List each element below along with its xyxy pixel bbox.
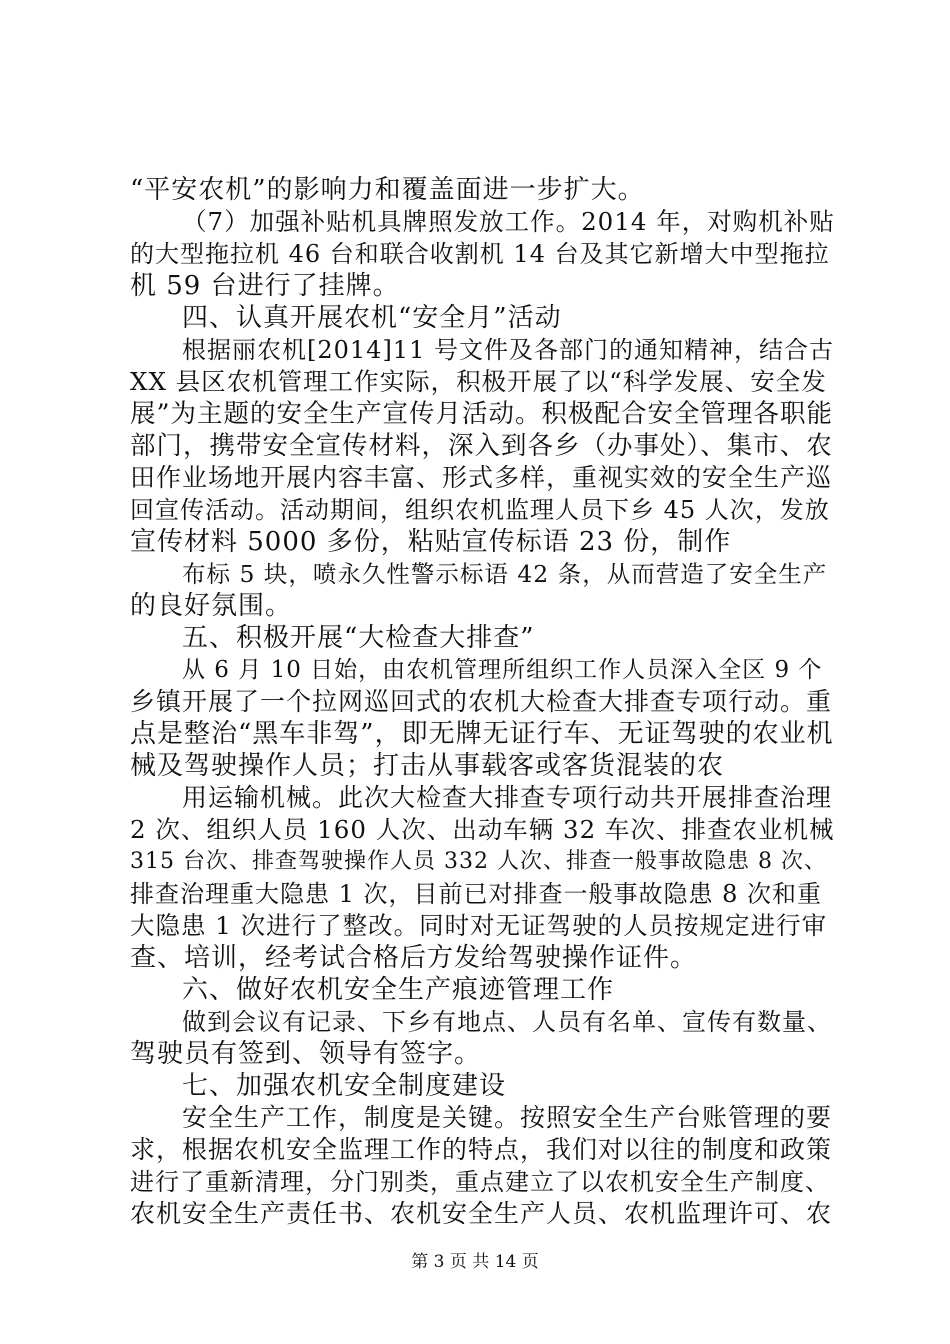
text-line: 的良好氛围。: [130, 591, 293, 621]
text-line: 的大型拖拉机 46 台和联合收割机 14 台及其它新增大中型拖拉: [130, 240, 830, 268]
text-line: 排查治理重大隐患 1 次，目前已对排查一般事故隐患 8 次和重: [130, 880, 823, 908]
text-line: 布标 5 块，喷永久性警示标语 42 条，从而营造了安全生产: [182, 560, 828, 588]
text-line: 进行了重新清理，分门别类，重点建立了以农机安全生产制度、: [130, 1168, 830, 1196]
text-line: 农机安全生产责任书、农机安全生产人员、农机监理许可、农: [130, 1199, 833, 1228]
text-line: 用运输机械。此次大检查大排查专项行动共开展排查治理: [182, 783, 833, 812]
text-line: 2 次、组织人员 160 人次、出动车辆 32 车次、排查农业机械: [130, 815, 835, 844]
text-line: “平安农机”的影响力和覆盖面进一步扩大。: [130, 175, 645, 205]
text-line: 安全生产工作，制度是关键。按照安全生产台账管理的要: [182, 1103, 833, 1132]
text-line: 查、培训，经考试合格后方发给驾驶操作证件。: [130, 943, 698, 973]
text-line: 宣传材料 5000 多份，粘贴宣传标语 23 份，制作: [130, 527, 732, 557]
text-line: 315 台次、排查驾驶操作人员 332 人次、排查一般事故隐患 8 次、: [130, 849, 827, 874]
section-heading: 六、做好农机安全生产痕迹管理工作: [182, 975, 615, 1005]
text-line: 从 6 月 10 日始，由农机管理所组织工作人员深入全区 9 个: [182, 657, 823, 683]
text-line: 做到会议有记录、下乡有地点、人员有名单、宣传有数量、: [182, 1008, 832, 1036]
text-line: 大隐患 1 次进行了整改。同时对无证驾驶的人员按规定进行审: [130, 911, 828, 940]
section-heading: 五、积极开展“大检查大排查”: [182, 623, 535, 653]
text-line: 求，根据农机安全监理工作的特点，我们对以往的制度和政策: [130, 1135, 833, 1164]
text-line: 回宣传活动。活动期间，组织农机监理人员下乡 45 人次，发放: [130, 496, 830, 524]
page-number-footer: 第 3 页 共 14 页: [411, 1252, 539, 1272]
text-line: （7）加强补贴机具牌照发放工作。2014 年，对购机补贴: [182, 207, 835, 236]
text-line: 械及驾驶操作人员；打击从事载客或客货混装的农: [130, 751, 725, 781]
text-line: 根据丽农机[2014]11 号文件及各部门的通知精神，结合古: [182, 336, 834, 364]
text-line: 点是整治“黑车非驾”，即无牌无证行车、无证驾驶的农业机: [130, 719, 834, 749]
text-line: 展”为主题的安全生产宣传月活动。积极配合安全管理各职能: [130, 399, 834, 429]
text-line: 田作业场地开展内容丰富、形式多样，重视实效的安全生产巡: [130, 463, 833, 492]
text-line: 机 59 台进行了挂牌。: [130, 271, 400, 301]
text-line: 驾驶员有签到、领导有签字。: [130, 1039, 482, 1069]
section-heading: 四、认真开展农机“安全月”活动: [182, 303, 562, 333]
text-line: 部门，携带安全宣传材料，深入到各乡（办事处）、集市、农: [130, 431, 833, 461]
section-heading: 七、加强农机安全制度建设: [182, 1071, 507, 1101]
text-line: XX 县区农机管理工作实际，积极开展了以“科学发展、安全发: [130, 367, 827, 396]
text-line: 乡镇开展了一个拉网巡回式的农机大检查大排查专项行动。重: [130, 687, 833, 716]
